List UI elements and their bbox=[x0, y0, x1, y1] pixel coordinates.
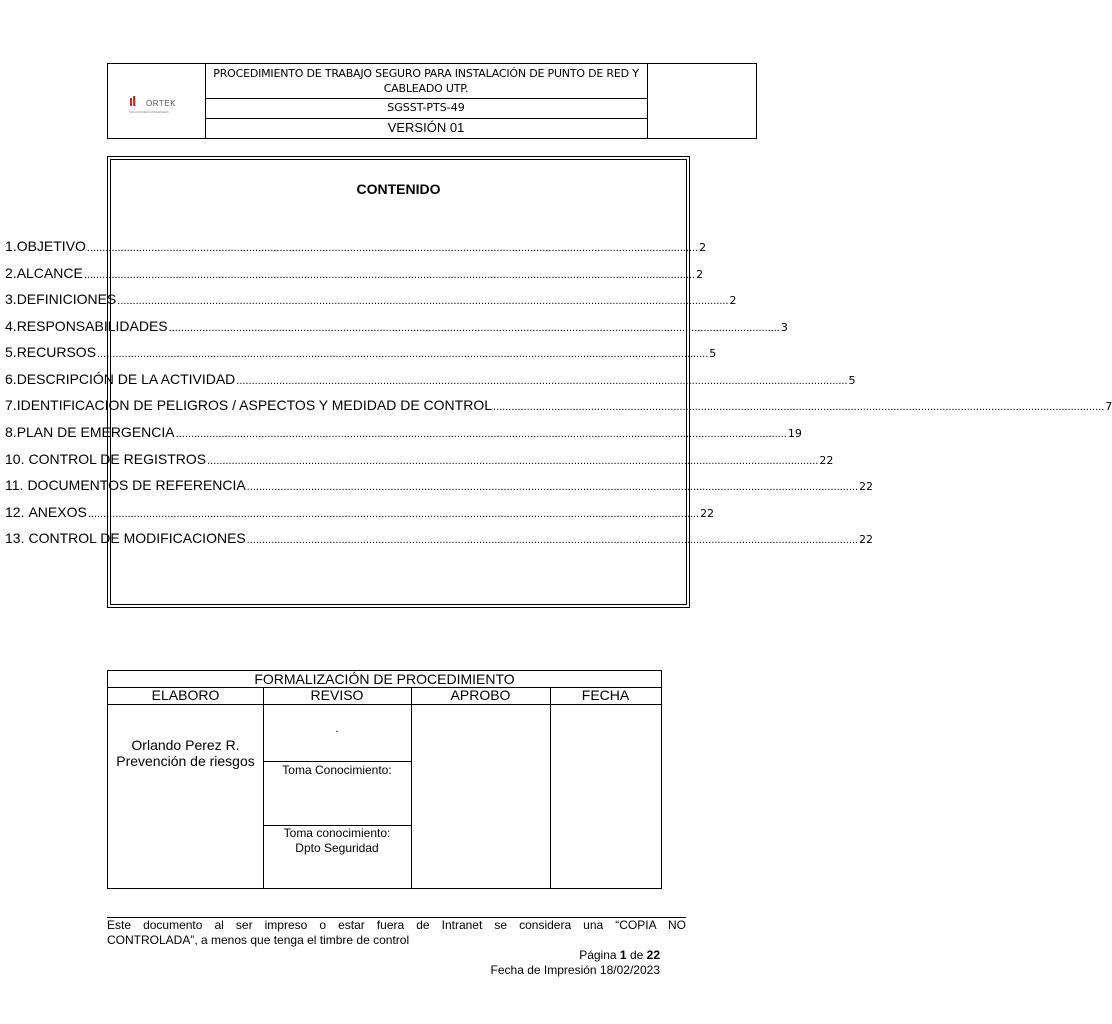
toc-item-label: ALCANCE bbox=[16, 265, 83, 281]
document-version: VERSIÓN 01 bbox=[387, 120, 465, 135]
toc-item-label: IDENTIFICACION DE PELIGROS / ASPECTOS Y MEDIDAD DE CONTROL bbox=[16, 397, 493, 413]
toc-item-page: 5 bbox=[848, 374, 856, 387]
toc-item[interactable] bbox=[5, 265, 704, 283]
toc-item-number: 6. bbox=[5, 371, 17, 387]
toc-item-number: 1. bbox=[5, 238, 17, 254]
formalization-table bbox=[107, 670, 662, 889]
toc-item-number: 8. bbox=[5, 424, 17, 440]
toc-item-number: 13. bbox=[5, 530, 25, 546]
toc-item[interactable] bbox=[5, 238, 707, 256]
toc-item-page: 5 bbox=[709, 347, 717, 360]
toc-item-page: 22 bbox=[819, 454, 834, 467]
toc-item-number: 3. bbox=[5, 291, 17, 307]
toc-item[interactable] bbox=[5, 424, 802, 442]
logo-wordmark: ORTEK bbox=[146, 99, 176, 108]
toc-item-label: DOCUMENTOS DE REFERENCIA bbox=[27, 477, 246, 493]
toc-leader-dots: ........................................................................................................................................................................................................ bbox=[86, 242, 699, 254]
toma-conocimiento-1: Toma Conocimiento: bbox=[282, 763, 392, 777]
toc-title: CONTENIDO bbox=[356, 181, 441, 197]
logo-subtitle: SOLUCIONES INTEGRALES bbox=[129, 110, 169, 114]
toc-item-label: CONTROL DE MODIFICACIONES bbox=[28, 530, 246, 546]
toc-item-number: 11. bbox=[5, 477, 24, 493]
toc-item[interactable] bbox=[5, 344, 717, 362]
toc-item-label: CONTROL DE REGISTROS bbox=[28, 451, 207, 467]
toc-item-label: RESPONSABILIDADES bbox=[16, 318, 168, 334]
page-prefix: Página bbox=[579, 948, 617, 962]
toc-item-page: 22 bbox=[858, 533, 873, 546]
toc-item[interactable] bbox=[5, 397, 1112, 415]
toc-item-page: 2 bbox=[729, 294, 737, 307]
toc-item[interactable] bbox=[5, 451, 834, 469]
toc-item[interactable] bbox=[5, 477, 873, 495]
dpto-seguridad: Dpto Seguridad bbox=[295, 841, 379, 855]
document-title: PROCEDIMIENTO DE TRABAJO SEGURO PARA INSTALACIÓN DE PUNTO DE RED Y CABLEADO UTP. bbox=[205, 64, 647, 99]
toc-item-page: 22 bbox=[700, 507, 715, 520]
toc-leader-dots: ........................................................................................................................................................................................................ bbox=[207, 455, 819, 467]
toc-item-number: 5. bbox=[5, 344, 17, 360]
elaboro-name: Orlando Perez R. bbox=[131, 737, 240, 753]
toc-leader-dots: ........................................................................................................................................................................................................ bbox=[168, 322, 780, 334]
toc-item-label: RECURSOS bbox=[16, 344, 97, 360]
toc-item-number: 4. bbox=[5, 318, 17, 334]
print-date: Fecha de Impresión 18/02/2023 bbox=[490, 963, 660, 977]
page-number bbox=[579, 948, 660, 962]
page-current: 1 bbox=[619, 948, 627, 962]
footer-notice-line-2: CONTROLADA”, a menos que tenga el timbre de control bbox=[107, 933, 410, 947]
toc-item-number: 7. bbox=[5, 397, 17, 413]
toc-item-number: 2. bbox=[5, 265, 17, 281]
toc-leader-dots: ........................................................................................................................................................................................................ bbox=[493, 401, 1105, 413]
header-middle-column bbox=[205, 64, 648, 138]
toc-leader-dots: ........................................................................................................................................................................................................ bbox=[97, 348, 709, 360]
toc-leader-dots: ........................................................................................................................................................................................................ bbox=[246, 534, 858, 546]
toc-item-number: 12. bbox=[5, 504, 25, 520]
toc-item-label: DEFINICIONES bbox=[16, 291, 117, 307]
logo-mark: ıΙ bbox=[129, 93, 136, 110]
col-reviso: REVISO bbox=[310, 687, 364, 703]
toc-item-page: 2 bbox=[699, 241, 707, 254]
page-of: de bbox=[629, 948, 644, 962]
toc-item-label: DESCRIPCIÓN DE LA ACTIVIDAD bbox=[16, 371, 236, 387]
toc-leader-dots: ........................................................................................................................................................................................................ bbox=[236, 375, 848, 387]
logo-cell bbox=[108, 64, 206, 138]
toc-item[interactable] bbox=[5, 291, 737, 309]
toc-item-page: 3 bbox=[780, 321, 788, 334]
col-aprobo: APROBO bbox=[450, 687, 511, 703]
toc-item-label: OBJETIVO bbox=[16, 238, 86, 254]
company-logo bbox=[129, 95, 189, 117]
footer-notice-line-1: Este documento al ser impreso o estar fuera de Intranet se considera una “COPIA NO bbox=[107, 918, 686, 932]
toc-leader-dots: ........................................................................................................................................................................................................ bbox=[87, 508, 700, 520]
toc-leader-dots: ........................................................................................................................................................................................................ bbox=[83, 269, 696, 281]
toc-item[interactable] bbox=[5, 371, 856, 389]
toc-item-page: 22 bbox=[859, 480, 873, 493]
toc-item-label: ANEXOS bbox=[28, 504, 87, 520]
toc-item-page: 19 bbox=[787, 427, 802, 440]
toc-item[interactable] bbox=[5, 530, 873, 548]
col-fecha: FECHA bbox=[581, 687, 630, 703]
toc-leader-dots: ........................................................................................................................................................................................................ bbox=[117, 295, 729, 307]
col-elaboro: ELABORO bbox=[151, 687, 220, 703]
document-header-table bbox=[107, 63, 757, 139]
toc-item[interactable] bbox=[5, 318, 788, 336]
toc-item[interactable] bbox=[5, 504, 715, 522]
toc-item-label: PLAN DE EMERGENCIA bbox=[16, 424, 175, 440]
toc-item-number: 10. bbox=[5, 451, 25, 467]
elaboro-role: Prevención de riesgos bbox=[116, 753, 255, 769]
toc-leader-dots: ........................................................................................................................................................................................................ bbox=[175, 428, 787, 440]
toc-item-page: 7 bbox=[1105, 400, 1112, 413]
toc-item-page: 2 bbox=[696, 268, 704, 281]
toc-leader-dots: ........................................................................................................................................................................................................ bbox=[246, 481, 858, 493]
formalization-title: FORMALIZACIÓN DE PROCEDIMIENTO bbox=[254, 671, 515, 687]
toma-conocimiento-2: Toma conocimiento: bbox=[283, 826, 391, 840]
document-code: SGSST-PTS-49 bbox=[205, 99, 647, 119]
page-total: 22 bbox=[646, 948, 660, 962]
reviso-signature-mark: . bbox=[335, 721, 339, 735]
footer-notice bbox=[107, 918, 686, 948]
